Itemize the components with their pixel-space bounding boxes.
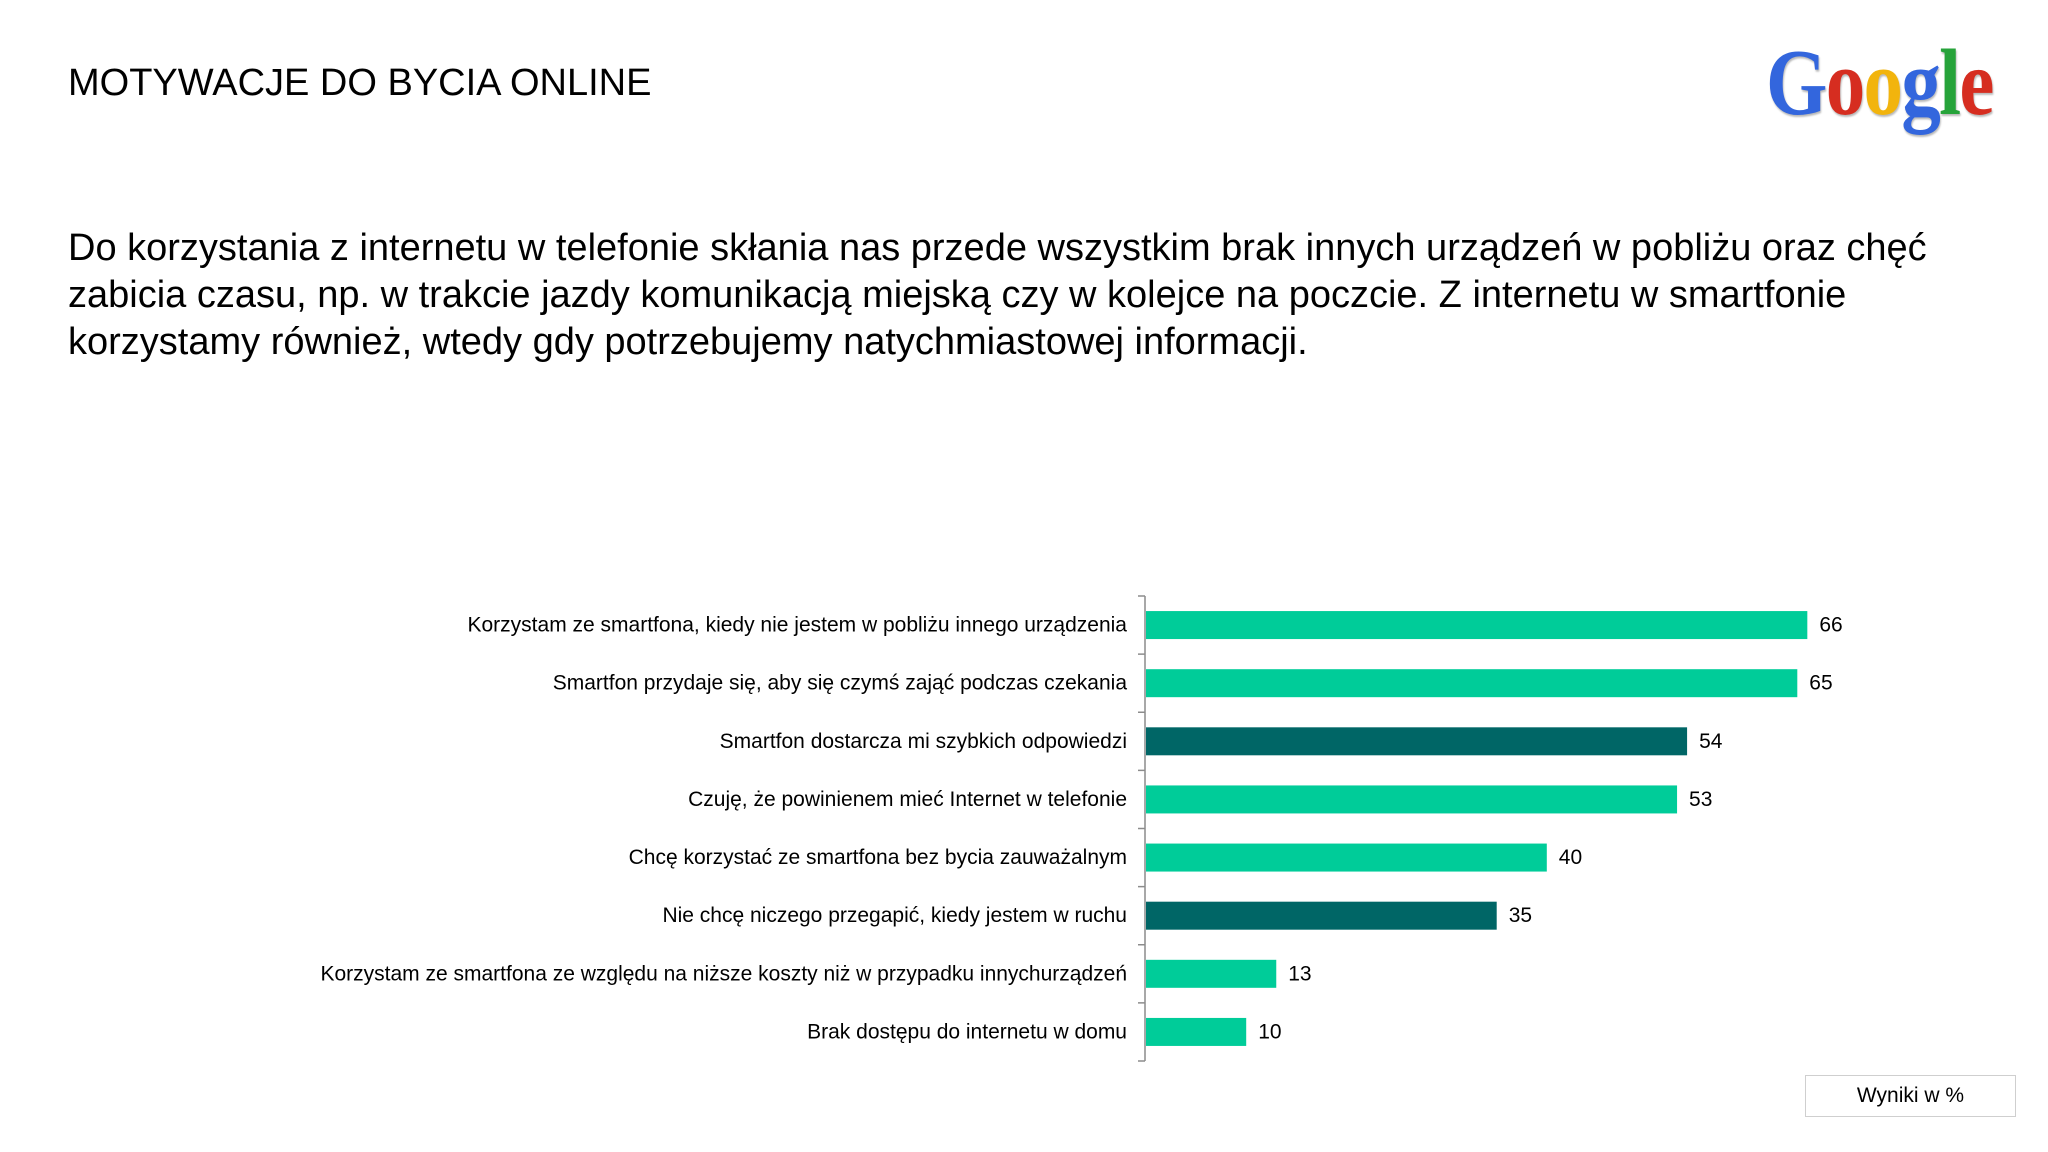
bar <box>1146 669 1797 697</box>
value-label: 53 <box>1689 787 1713 811</box>
bar <box>1146 785 1677 813</box>
results-note-box <box>1805 1075 2016 1117</box>
category-label: Chcę korzystać ze smartfona bez bycia zauważalnym <box>628 846 1127 870</box>
value-label: 40 <box>1558 846 1583 870</box>
bar <box>1146 844 1547 872</box>
slide-title: MOTYWACJE DO BYCIA ONLINE <box>68 62 652 104</box>
value-label: 66 <box>1819 613 1843 637</box>
category-label: Smartfon dostarcza mi szybkich odpowiedzi <box>719 729 1127 753</box>
slide-body-text: Do korzystania z internetu w telefonie skłania nas przede wszystkim brak innych urządzeń w pobliżu oraz chęć zabicia czasu, np. w trakcie jazdy komunikacją miejską czy w kolejce na poczcie. Z internetu w smartfonie korzystamy również, wtedy gdy potrzebujemy natychmiastowej informacji. <box>68 227 1927 363</box>
logo-letter: l <box>1939 31 1960 135</box>
category-label: Smartfon przydaje się, aby się czymś zająć podczas czekania <box>552 671 1127 695</box>
category-label: Nie chcę niczego przegapić, kiedy jestem w ruchu <box>662 904 1127 928</box>
category-label: Korzystam ze smartfona, kiedy nie jestem w pobliżu innego urządzenia <box>467 613 1127 637</box>
category-label: Brak dostępu do internetu w domu <box>807 1020 1127 1044</box>
category-label: Korzystam ze smartfona ze względu na niższe koszty niż w przypadku innychurządzeń <box>320 962 1127 986</box>
category-label: Czuję, że powinienem mieć Internet w telefonie <box>688 787 1127 811</box>
value-label: 35 <box>1508 904 1533 928</box>
bar <box>1146 902 1497 930</box>
value-label: 65 <box>1809 671 1833 695</box>
bar <box>1146 1018 1246 1046</box>
logo-letter: e <box>1959 31 1993 135</box>
logo-letter: g <box>1901 31 1940 135</box>
logo-letter: o <box>1825 31 1864 135</box>
bar <box>1146 611 1807 639</box>
results-note-label: Wyniki w % <box>1856 1084 1965 1107</box>
value-label: 54 <box>1699 729 1723 753</box>
logo-letter: o <box>1863 31 1902 135</box>
bar <box>1146 960 1276 988</box>
bar <box>1146 727 1687 755</box>
value-label: 10 <box>1258 1020 1282 1044</box>
value-label: 13 <box>1288 962 1312 986</box>
logo-letter: G <box>1766 31 1826 135</box>
